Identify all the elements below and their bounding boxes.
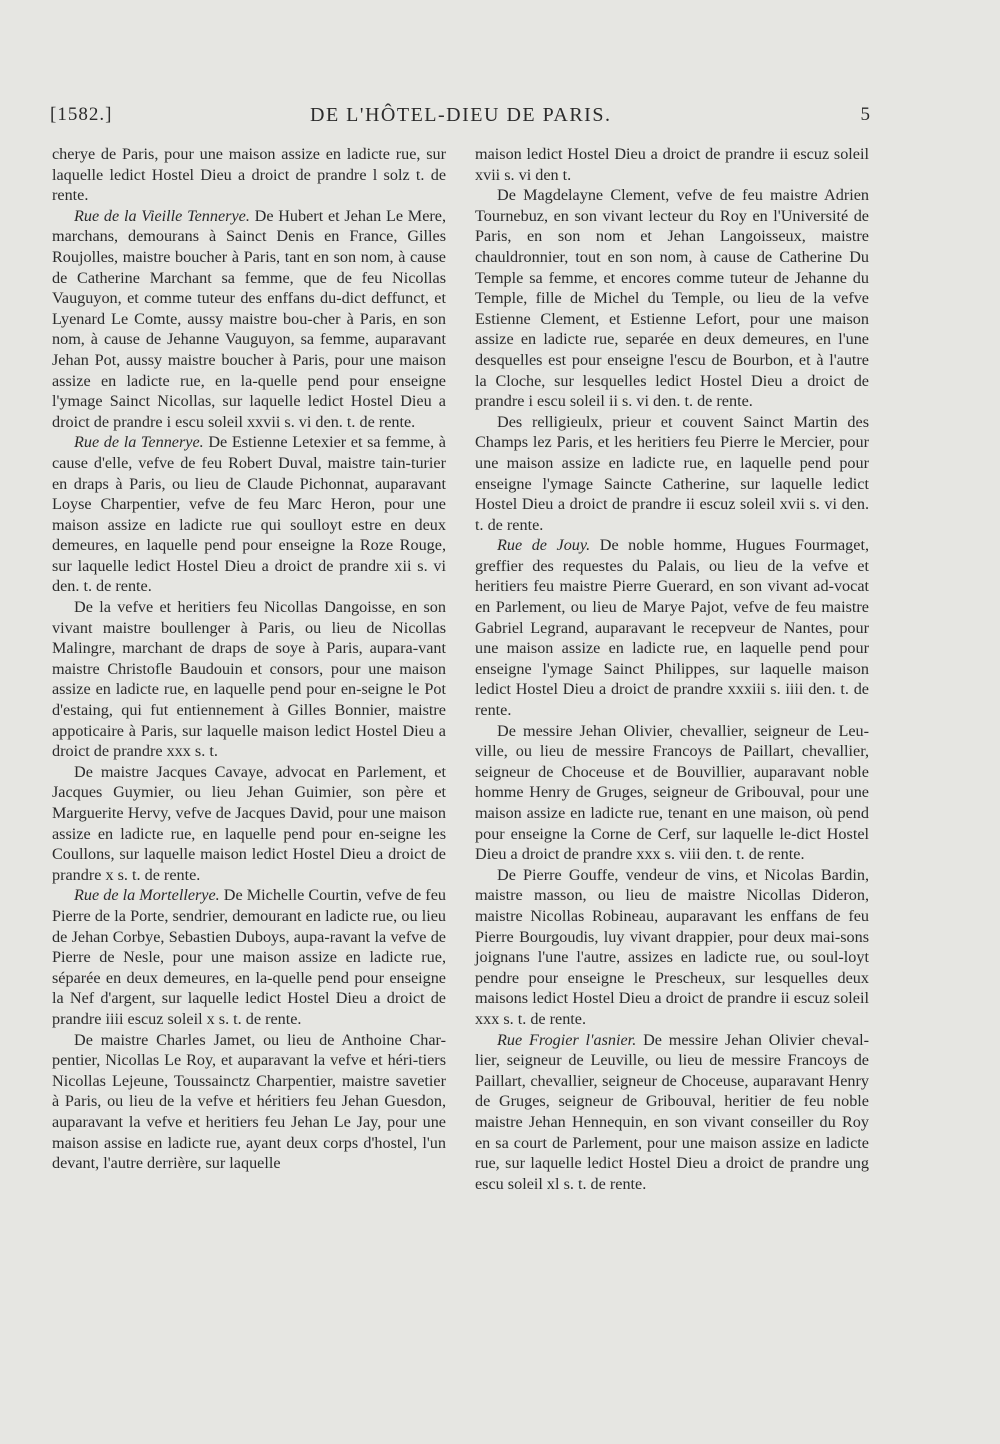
paragraph	[52, 597, 446, 762]
paragraph-text: De Hubert et Jehan Le Mere, marchans, demourans à Sainct Denis en France, Gilles Roujolles, maistre boucher à Paris, tant en son nom, à cause de Catherine Marchant sa femme, que de feu Nicollas Vauguyon, et comme tuteur des enffans du-dict deffunct, et Lyenard Le Comte, aussy maistre bou-cher à Paris, en son nom, à cause de Jehanne Vauguyon, sa femme, auparavant Jehan Pot, aussy maistre boucher à Paris, pour une maison assize en ladicte rue, en la-quelle pend pour enseigne l'ymage Sainct Nicollas, sur laquelle ledict Hostel Dieu a droict de prandre i escu soleil xxvii s. vi den. t. de rente.	[52, 206, 447, 431]
paragraph-text: De Estienne Letexier et sa femme, à cause d'elle, vefve de feu Robert Duval, maistre tain-turier en draps à Paris, ou lieu de Claude Pichonnat, auparavant Loyse Charpentier, vefve de feu Marc Heron, pour une maison assize en ladicte rue qui soulloyt estre en deux demeures, en laquelle pend pour enseigne la Roze Rouge, sur laquelle ledict Hostel Dieu a droict de prandre xii s. vi den. t. de rente.	[52, 433, 446, 596]
paragraph-text: De Pierre Gouffe, vendeur de vins, et Nicolas Bardin, maistre masson, ou lieu de maistre Nicollas Dideron, maistre Nicollas Robineau, auparavant les enffans de feu Pierre Bourgoudis, luy vivant drappier, pour deux mai-sons joignans l'une l'autre, assizes en ladicte rue, ou soul-loyt pendre pour enseigne le Prescheux, sur lesquelles deux maisons ledict Hostel Dieu a droict de prandre ii escuz soleil xxx s. t. de rente.	[475, 865, 869, 1028]
paragraph	[475, 412, 869, 536]
paragraph-text: De Michelle Courtin, vefve de feu Pierre de la Porte, sendrier, demourant en ladicte rue, ou lieu de Jehan Corbye, Sebastien Duboys, aupa-ravant la vefve de Pierre de Nesle, pour une maison assize en ladicte rue, séparée en deux demeures, en la-quelle pend pour enseigne la Nef d'argent, sur laquelle ledict Hostel Dieu a droict de prandre iiii escuz soleil x s. t. de rente.	[52, 886, 446, 1028]
paragraph-text: maison ledict Hostel Dieu a droict de prandre ii escuz soleil xvii s. vi den t.	[475, 145, 869, 184]
paragraph-text: De la vefve et heritiers feu Nicollas Dangoisse, en son vivant maistre boullenger à Paris, ou lieu de Nicollas Malingre, marchant de draps de soye à Paris, aupara-vant maistre Christofle Baudouin et consors, pour une maison assize en ladicte rue, en laquelle pend pour en-seigne le Pot d'estaing, qui fut entiennement à Gilles Bonnier, maistre appoticaire à Paris, sur laquelle maison ledict Hostel Dieu a droict de prandre xxx s. t.	[52, 598, 446, 761]
paragraph	[52, 762, 446, 886]
paragraph-text: Des relligieulx, prieur et couvent Sainct Martin des Champs lez Paris, et les heritiers feu Pierre le Mercier, pour une maison assize en ladicte rue, en laquelle pend pour enseigne l'ymage Saincte Catherine, sur laquelle ledict Hostel Dieu a droict de prandre ii escuz soleil xvii s. vi den. t. de rente.	[475, 412, 869, 534]
paragraph-text: cherye de Paris, pour une maison assize en ladicte rue, sur laquelle ledict Hostel Dieu a droict de prandre l solz t. de rente.	[52, 145, 446, 205]
paragraph	[52, 144, 446, 206]
paragraph	[475, 1030, 869, 1195]
street-name: Rue de la Vieille Tennerye.	[74, 206, 250, 225]
paragraph-text: De maistre Charles Jamet, ou lieu de Anthoine Char-pentier, Nicollas Le Roy, et auparavant la vefve et héri-tiers Nicollas Lejeune, Toussainctz Charpentier, maistre savetier à Paris, ou lieu de la vefve et héritiers feu Jehan Guesdon, auparavant la vefve et heritiers feu Jehan Le Jay, pour une maison assise en ladicte rue, ayant deux corps d'hostel, l'un devant, l'autre derrière, sur laquelle	[52, 1030, 446, 1173]
paragraph	[475, 721, 869, 865]
street-name: Rue de la Tennerye.	[74, 433, 204, 452]
running-header	[50, 104, 870, 134]
paragraph	[52, 885, 446, 1029]
paragraph	[52, 206, 446, 433]
paragraph	[475, 185, 869, 412]
page-number: 5	[860, 104, 870, 125]
paragraph-text: De noble homme, Hugues Fourmaget, greffier des requestes du Palais, ou lieu de la vefve et heritiers feu maistre Pierre Guerard, en son vivant ad-vocat en Parlement, ou lieu de Marye Pajot, vefve de feu maistre Gabriel Legrand, auparavant le recepveur de Nantes, pour une maison assize en ladicte rue, en laquelle pend pour enseigne l'ymage Sainct Philippes, sur laquelle maison ledict Hostel Dieu a droict de prandre xxxiii s. iiii den. t. de rente.	[475, 536, 869, 720]
paragraph	[52, 1030, 446, 1174]
paragraph	[475, 865, 869, 1030]
right-column	[475, 144, 869, 1194]
paragraph	[475, 144, 869, 185]
street-name: Rue Frogier l'asnier.	[497, 1030, 637, 1049]
street-name: Rue de la Mortellerye.	[74, 886, 220, 905]
paragraph-text: De messire Jehan Olivier, chevallier, seigneur de Leu-ville, ou lieu de messire Francoys de Paillart, chevallier, seigneur de Choceuse et de Bouvillier, auparavant noble homme Henry de Gruges, seigneur de Gribouval, pour une maison assize en ladicte rue, tenant en une maison, où pend pour enseigne la Corne de Cerf, sur laquelle le-dict Hostel Dieu a droict de prandre xxx s. viii den. t. de rente.	[475, 721, 869, 864]
paragraph-text: De messire Jehan Olivier cheval-lier, seigneur de Leuville, ou lieu de messire Francoys de Paillart, chevallier, seigneur de Choceuse, auparavant Henry de Gruges, seigneur de Gribouval, heritier de feu noble maistre Jehan Hennequin, en son vivant conseiller du Roy en sa court de Parlement, pour une maison assize en ladicte rue, sur laquelle ledict Hostel Dieu a droict de prandre ung escu soleil xl s. t. de rente.	[475, 1030, 869, 1193]
paragraph-text: De maistre Jacques Cavaye, advocat en Parlement, et Jacques Guymier, ou lieu Jehan Guimier, son père et Marguerite Hervy, vefve de Jacques David, pour une maison assize en ladicte rue, en laquelle pend pour en-seigne les Coullons, sur laquelle maison ledict Hostel Dieu a droict de prandre x s. t. de rente.	[52, 762, 446, 884]
header-title: DE L'HÔTEL-DIEU DE PARIS.	[310, 104, 612, 126]
header-year: [1582.]	[50, 104, 113, 125]
paragraph-text: De Magdelayne Clement, vefve de feu maistre Adrien Tournebuz, en son vivant lecteur du Roy en l'Université de Paris, en son nom et Jehan Langoisseux, maistre chauldronnier, tout en son nom, à cause de Catherine Du Temple sa femme, et encores comme tuteur de Jehanne du Temple, fille de Michel du Temple, ou lieu de la vefve Estienne Clement, et Estienne Lefort, pour une maison assize en ladicte rue, separée en deux demeures, en l'une desquelles est pour enseigne l'escu de Bourbon, et à l'autre la Cloche, sur lesquelles ledict Hostel Dieu a droict de prandre i escu soleil ii s. vi den. t. de rente.	[475, 186, 869, 411]
paragraph	[475, 535, 869, 720]
left-column	[52, 144, 446, 1174]
street-name: Rue de Jouy.	[497, 536, 591, 555]
paragraph	[52, 432, 446, 597]
